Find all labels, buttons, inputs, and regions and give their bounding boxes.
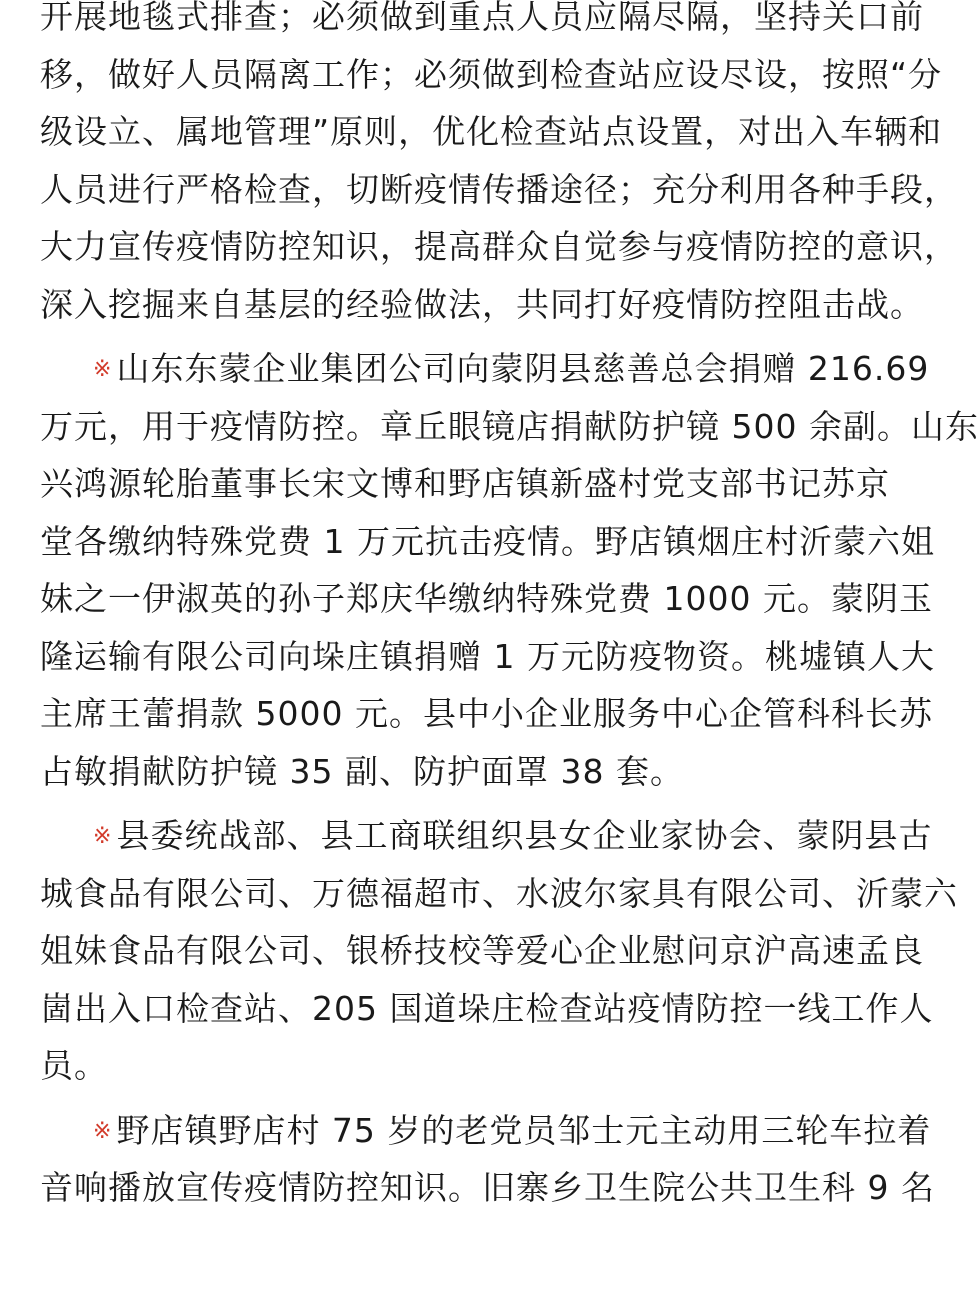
line-text: 堂各缴纳特殊党费 1 万元抗击疫情。野店镇烟庄村沂蒙六姐 — [40, 521, 935, 561]
line-text: 妹之一伊淑英的孙子郑庆华缴纳特殊党费 1000 元。蒙阴玉 — [40, 579, 933, 618]
paragraph — [40, 0, 958, 333]
line-text: 县委统战部、县工商联组织县女企业家协会、蒙阴县古 — [116, 816, 933, 855]
text-line — [40, 161, 958, 219]
line-text: 山东东蒙企业集团公司向蒙阴县慈善总会捐赠 216.69 — [116, 349, 930, 388]
text-line — [40, 865, 958, 923]
line-text: 占敏捐献防护镜 35 副、防护面罩 38 套。 — [40, 751, 684, 791]
reference-mark-icon: ※ — [93, 1118, 113, 1144]
text-line — [40, 455, 890, 513]
text-line — [40, 628, 935, 686]
line-text: 开展地毯式排查；必须做到重点人员应隔尽隔，坚持关口前 — [40, 0, 924, 36]
line-text: 姐妹食品有限公司、银桥技校等爱心企业慰问京沪高速孟良 — [40, 931, 924, 970]
line-text: 野店镇野店村 75 岁的老党员邹士元主动用三轮车拉着 — [116, 1110, 932, 1150]
text-line — [40, 218, 958, 276]
reference-mark-icon: ※ — [93, 357, 113, 382]
text-line — [40, 807, 933, 865]
text-line — [40, 276, 924, 334]
line-text: 大力宣传疫情防控知识，提高群众自觉参与疫情防控的意识， — [40, 227, 958, 266]
line-text: 音响播放宣传疫情防控知识。旧寨乡卫生院公共卫生科 9 名 — [40, 1168, 935, 1207]
paragraph — [40, 1102, 935, 1217]
line-text: 主席王蕾捐款 5000 元。县中小企业服务中心企管科科长苏 — [40, 694, 933, 733]
text-line — [40, 743, 870, 801]
line-text: 城食品有限公司、万德福超市、水波尔家具有限公司、沂蒙六 — [40, 873, 958, 913]
line-text: 员。 — [40, 1046, 108, 1085]
text-line — [40, 922, 924, 980]
text-line — [40, 685, 933, 743]
text-line — [40, 398, 979, 456]
article-body — [40, 0, 979, 1217]
text-line — [40, 0, 924, 46]
line-text: 级设立、属地管理”原则，优化检查站点设置，对出入车辆和 — [40, 112, 943, 151]
line-text: 崮出入口检查站、205 国道垛庄检查站疫情防控一线工作人 — [40, 988, 934, 1028]
paragraph — [40, 807, 958, 1095]
text-line — [40, 1102, 932, 1160]
line-text: 深入挖掘来自基层的经验做法，共同打好疫情防控阻击战。 — [40, 284, 924, 324]
line-text: 人员进行严格检查，切断疫情传播途径；充分利用各种手段， — [40, 169, 958, 209]
line-text: 移，做好人员隔离工作；必须做到检查站应设尽设，按照“分 — [40, 54, 943, 94]
text-line — [40, 1037, 870, 1095]
text-line — [40, 980, 934, 1038]
text-line — [40, 340, 930, 398]
line-text: 隆运输有限公司向垛庄镇捐赠 1 万元防疫物资。桃墟镇人大 — [40, 636, 935, 676]
text-line — [40, 570, 933, 628]
text-line — [40, 513, 935, 571]
text-line — [40, 46, 943, 104]
line-text: 兴鸿源轮胎董事长宋文博和野店镇新盛村党支部书记苏京 — [40, 464, 890, 503]
text-line — [40, 1159, 935, 1217]
reference-mark-icon: ※ — [93, 824, 113, 849]
line-text: 万元，用于疫情防控。章丘眼镜店捐献防护镜 500 余副。山东 — [40, 406, 979, 446]
text-line — [40, 103, 943, 161]
paragraph — [40, 340, 979, 800]
